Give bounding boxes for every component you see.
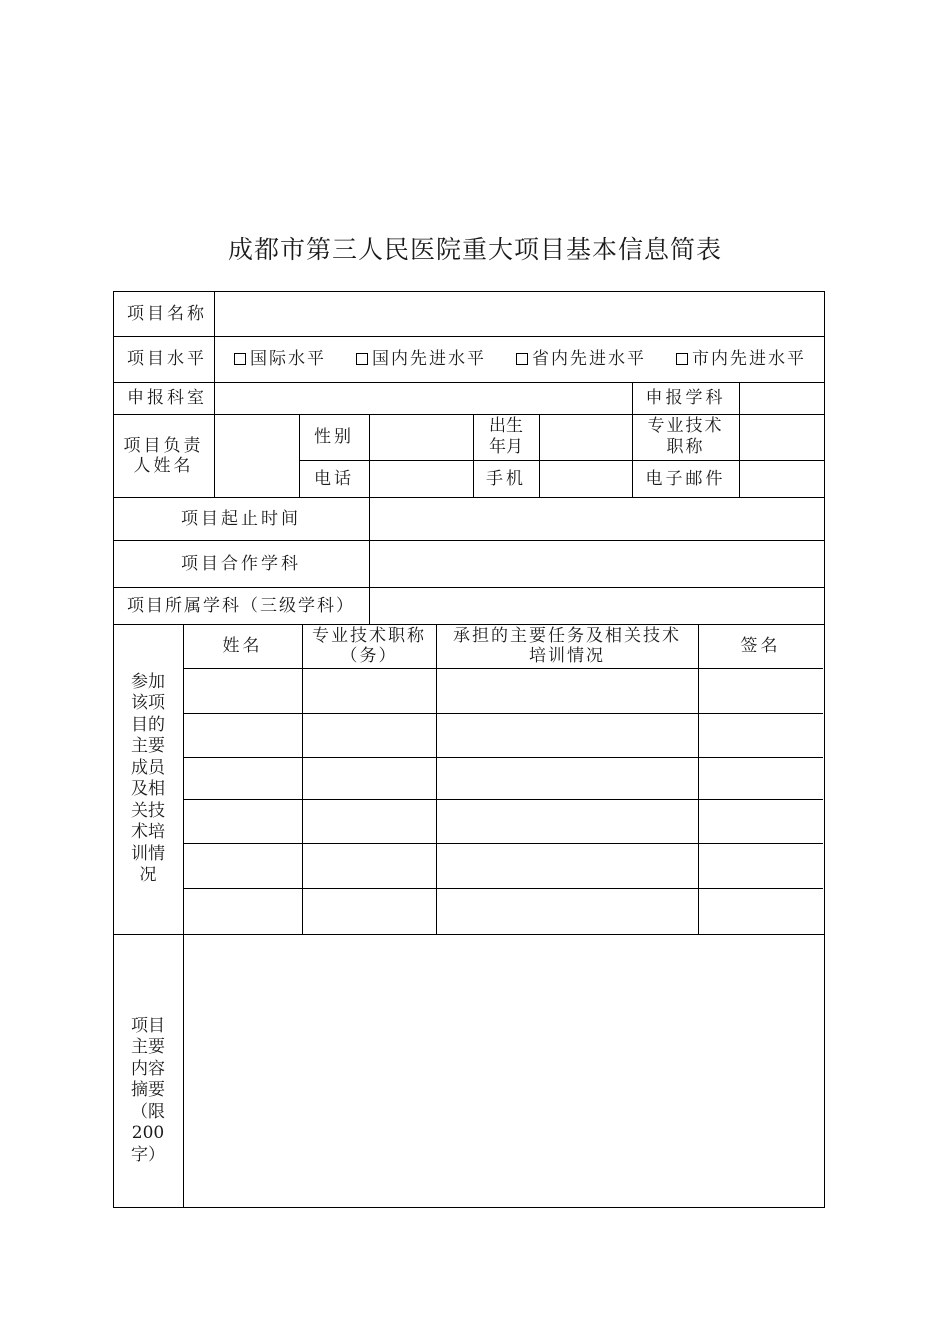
email-label: 电子邮件: [645, 468, 726, 489]
coop-field[interactable]: [369, 540, 825, 587]
dept-field[interactable]: [214, 382, 632, 414]
col-header-title: 专业技术职称 （务）: [312, 626, 426, 666]
page-title: 成都市第三人民医院重大项目基本信息简表: [227, 235, 722, 264]
checkbox-icon[interactable]: [356, 353, 368, 365]
dept-label: 申报科室: [127, 388, 207, 408]
info-form-table: [113, 291, 825, 1208]
leader-name-field[interactable]: [214, 414, 299, 497]
belong-field[interactable]: [369, 587, 825, 624]
project-level-options: [214, 336, 825, 382]
discipline-label: 申报学科: [645, 388, 726, 408]
period-label: 项目起止时间: [181, 508, 301, 529]
discipline-field[interactable]: [739, 382, 825, 414]
checkbox-icon[interactable]: [234, 353, 246, 365]
member-row[interactable]: [183, 888, 823, 934]
summary-label: 项目 主要 内容 摘要 （限 200 字）: [131, 1015, 165, 1165]
belong-label: 项目所属学科（三级学科）: [127, 595, 355, 616]
member-row[interactable]: [183, 713, 823, 757]
col-header-name: 姓名: [222, 636, 263, 656]
level-option-international[interactable]: 国际水平: [234, 349, 326, 369]
phone-label: 电话: [314, 468, 354, 489]
project-level-label: 项目水平: [127, 349, 207, 369]
birth-field[interactable]: [539, 414, 632, 460]
member-row[interactable]: [183, 668, 823, 713]
members-side-label: 参加 该项 目的 主要 成员 及相 关技 术培 训情 况: [131, 671, 165, 885]
mobile-label: 手机: [486, 468, 526, 489]
prof-title-label: 专业技术 职称: [647, 415, 724, 457]
level-option-national[interactable]: 国内先进水平: [356, 349, 486, 369]
level-option-city[interactable]: 市内先进水平: [676, 349, 806, 369]
gender-field[interactable]: [369, 414, 473, 460]
birth-label: 出生 年月: [489, 415, 523, 457]
prof-title-field[interactable]: [739, 414, 825, 460]
member-row[interactable]: [183, 843, 823, 888]
member-row[interactable]: [183, 757, 823, 799]
project-name-label: 项目名称: [127, 304, 207, 324]
phone-field[interactable]: [369, 460, 473, 497]
project-name-field[interactable]: [214, 291, 825, 337]
member-row[interactable]: [183, 799, 823, 843]
col-header-sign: 签名: [740, 636, 781, 656]
gender-label: 性别: [314, 427, 354, 447]
period-field[interactable]: [369, 497, 825, 540]
checkbox-icon[interactable]: [516, 353, 528, 365]
mobile-field[interactable]: [539, 460, 632, 497]
checkbox-icon[interactable]: [676, 353, 688, 365]
email-field[interactable]: [739, 460, 825, 497]
summary-field[interactable]: [183, 934, 825, 1208]
leader-label: 项目负责人姓名: [123, 435, 204, 476]
coop-label: 项目合作学科: [181, 553, 301, 574]
level-option-provincial[interactable]: 省内先进水平: [516, 349, 646, 369]
col-header-task: 承担的主要任务及相关技术 培训情况: [453, 626, 681, 666]
